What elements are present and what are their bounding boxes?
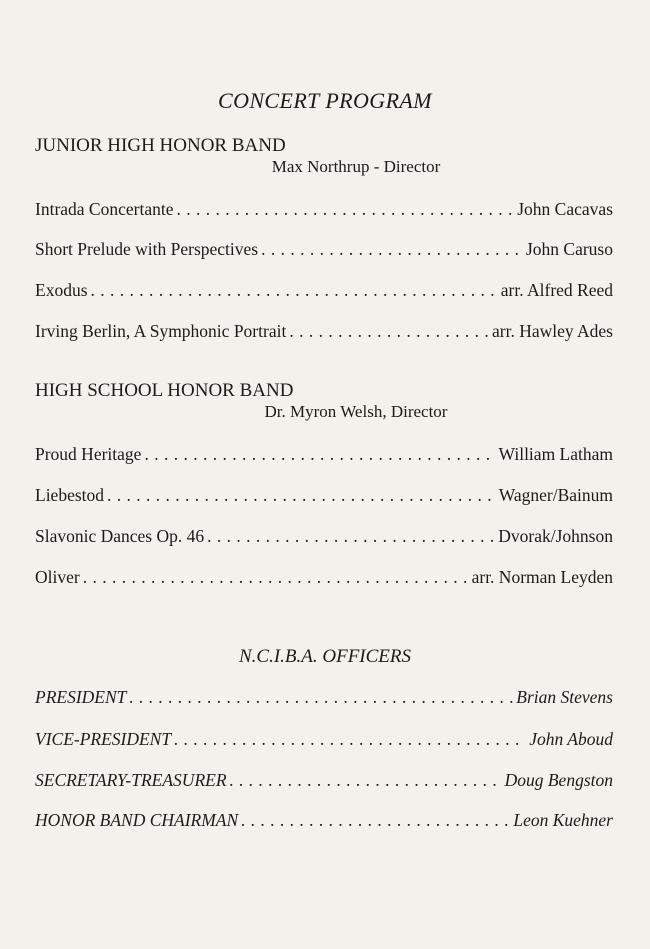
- dot-leader: [261, 239, 523, 260]
- officer-role: HONOR BAND CHAIRMAN: [35, 810, 239, 830]
- program-item: [35, 239, 613, 260]
- piece-composer: arr. Alfred Reed: [500, 280, 613, 300]
- dot-leader: [174, 729, 526, 750]
- dot-leader: [107, 485, 496, 506]
- dot-leader: [176, 199, 514, 220]
- program-item: [35, 567, 613, 588]
- program-item: [35, 444, 613, 465]
- piece-title: Intrada Concertante: [35, 199, 174, 219]
- page-title: CONCERT PROGRAM: [218, 88, 432, 113]
- piece-title: Slavonic Dances Op. 46: [35, 526, 205, 546]
- dot-leader: [207, 526, 495, 547]
- dot-leader: [83, 567, 469, 588]
- officer-role: SECRETARY-TREASURER: [35, 770, 227, 790]
- dot-leader: [230, 770, 502, 791]
- dot-leader: [241, 810, 510, 831]
- piece-title: Proud Heritage: [35, 444, 142, 464]
- officer-item: [35, 770, 613, 791]
- piece-title: Irving Berlin, A Symphonic Portrait: [35, 321, 287, 341]
- dot-leader: [144, 444, 495, 465]
- program-item: [35, 485, 613, 506]
- piece-title: Oliver: [35, 567, 80, 587]
- dot-leader: [129, 687, 513, 708]
- program-item: [35, 280, 613, 301]
- piece-title: Exodus: [35, 280, 88, 300]
- piece-composer: John Cacavas: [517, 199, 613, 219]
- officers-heading: N.C.I.B.A. OFFICERS: [238, 646, 412, 667]
- piece-title: Liebestod: [35, 485, 105, 505]
- piece-composer: William Latham: [498, 444, 613, 464]
- high-band-heading: HIGH SCHOOL HONOR BAND: [35, 380, 294, 401]
- piece-composer: Wagner/Bainum: [498, 485, 613, 505]
- officer-role: PRESIDENT: [35, 687, 127, 707]
- dot-leader: [289, 321, 489, 342]
- officer-name: John Aboud: [529, 729, 613, 749]
- program-item: [35, 199, 613, 220]
- program-item: [35, 526, 613, 547]
- officer-name: Doug Bengston: [504, 770, 613, 790]
- junior-band-director: Max Northrup - Director: [271, 157, 441, 176]
- officer-role: VICE-PRESIDENT: [35, 729, 172, 749]
- officer-item: [35, 729, 613, 750]
- piece-composer: Dvorak/Johnson: [498, 526, 613, 546]
- junior-band-heading: JUNIOR HIGH HONOR BAND: [35, 135, 286, 156]
- officer-item: [35, 810, 613, 831]
- piece-composer: arr. Hawley Ades: [491, 321, 613, 341]
- high-band-director: Dr. Myron Welsh, Director: [264, 402, 448, 421]
- officer-item: [35, 687, 613, 708]
- piece-composer: John Caruso: [525, 239, 613, 259]
- dot-leader: [91, 280, 498, 301]
- piece-composer: arr. Norman Leyden: [471, 567, 613, 587]
- program-item: [35, 321, 613, 342]
- piece-title: Short Prelude with Perspectives: [35, 239, 259, 259]
- officer-name: Brian Stevens: [516, 687, 613, 707]
- officer-name: Leon Kuehner: [513, 810, 613, 830]
